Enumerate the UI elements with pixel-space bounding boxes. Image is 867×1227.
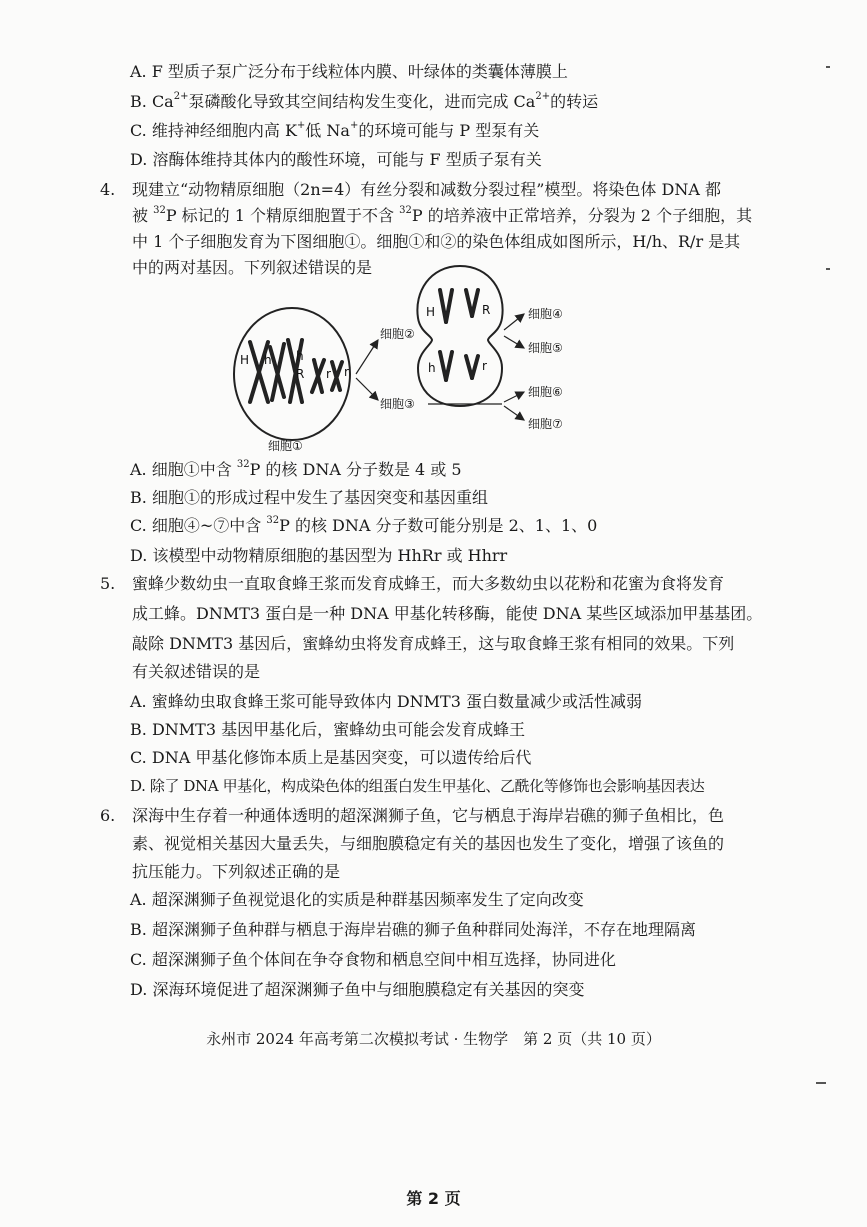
cell2-chromosomes: [440, 290, 478, 380]
q4-stem-line3: 中 1 个子细胞发育为下图细胞①。细胞①和②的染色体组成如图所示，H/h、R/r 是其: [132, 232, 741, 251]
q5-option-a: A. 蜜蜂幼虫取食蜂王浆可能导致体内 DNMT3 蛋白数量减少或活性减弱: [130, 692, 642, 711]
arrow-to-cell7: [504, 406, 524, 420]
q6-option-b: B. 超深渊狮子鱼种群与栖息于海岸岩礁的狮子鱼种群同处海洋，不存在地理隔离: [130, 920, 696, 939]
q3-option-d: D. 溶酶体维持其体内的酸性环境，可能与 F 型质子泵有关: [130, 150, 542, 169]
cell6-label: 细胞⑥: [528, 385, 563, 399]
q6-option-d: D. 深海环境促进了超深渊狮子鱼中与细胞膜稳定有关基因的突变: [130, 980, 585, 999]
q4-stem-line2: 被 $^{32}$P 标记的 1 个精原细胞置于不含 $^{32}$P 的培养液中正常培养，分裂为 2 个子细胞，其: [132, 205, 753, 225]
cell1-outline: [234, 308, 350, 440]
q4-stem-line1: 现建立“动物精原细胞（2n=4）有丝分裂和减数分裂过程”模型。将染色体 DNA 都: [132, 180, 721, 199]
q4-stem-line4: 中的两对基因。下列叙述错误的是: [132, 258, 373, 277]
cell1-gene-h2: h: [296, 349, 304, 363]
cell7-label: 细胞⑦: [528, 417, 563, 431]
q4-number: 4.: [100, 180, 116, 199]
arrow-to-cell4: [504, 314, 524, 330]
cell1-gene-R: R: [296, 367, 305, 381]
cell-division-figure: [232, 252, 592, 457]
cell2-gene-h: h: [428, 361, 436, 375]
arrow-to-cell6: [504, 392, 524, 402]
scan-mark: [816, 1082, 826, 1084]
q5-stem-line2: 成工蜂。DNMT3 蛋白是一种 DNA 甲基化转移酶，能使 DNA 某些区域添加甲基基团。: [132, 604, 763, 623]
q4-option-d: D. 该模型中动物精原细胞的基因型为 HhRr 或 Hhrr: [130, 546, 508, 565]
q6-stem-line3: 抗压能力。下列叙述正确的是: [132, 862, 341, 881]
q6-number: 6.: [100, 806, 116, 825]
q3-option-b: B. $Ca^{2+}$泵磷酸化导致其空间结构发生变化，进而完成 $Ca^{2+}$的转运: [130, 91, 599, 111]
q6-stem-line2: 素、视觉相关基因大量丢失，与细胞膜稳定有关的基因也发生了变化，增强了该鱼的: [132, 834, 725, 853]
q5-option-b: B. DNMT3 基因甲基化后，蜜蜂幼虫可能会发育成蜂王: [130, 720, 526, 739]
cell1-gene-r2: r: [344, 365, 349, 379]
q6-option-a: A. 超深渊狮子鱼视觉退化的实质是种群基因频率发生了定向改变: [130, 890, 584, 909]
page-footer: 永州市 2024 年高考第二次模拟考试 · 生物学 第 2 页（共 10 页）: [206, 1030, 661, 1048]
q6-stem-line1: 深海中生存着一种通体透明的超深渊狮子鱼，它与栖息于海岸岩礁的狮子鱼相比，色: [132, 806, 725, 825]
q5-option-d: D. 除了 DNA 甲基化，构成染色体的组蛋白发生甲基化、乙酰化等修饰也会影响基因表达: [130, 777, 705, 795]
cell2-gene-H: H: [426, 305, 436, 319]
scan-mark: [826, 268, 830, 270]
q3-option-c: C. 维持神经细胞内高 K+低 Na+的环境可能与 P 型泵有关: [130, 120, 540, 140]
q6-option-c: C. 超深渊狮子鱼个体间在争夺食物和栖息空间中相互选择，协同进化: [130, 950, 616, 969]
arrow-to-cell5: [504, 336, 524, 348]
q5-stem-line1: 蜜蜂少数幼虫一直取食蜂王浆而发育成蜂王，而大多数幼虫以花粉和花蜜为食将发育: [132, 574, 725, 593]
arrow-to-cell2: [356, 340, 378, 374]
cell1-gene-h: h: [264, 353, 272, 367]
q5-option-c: C. DNA 甲基化修饰本质上是基因突变，可以遗传给后代: [130, 748, 532, 767]
q5-number: 5.: [100, 574, 116, 593]
cell4-label: 细胞④: [528, 307, 563, 321]
arrow-to-cell3: [356, 378, 378, 400]
cell2-gene-r: r: [482, 359, 487, 373]
q3-option-a: A. F 型质子泵广泛分布于线粒体内膜、叶绿体的类囊体薄膜上: [130, 62, 568, 81]
q5-stem-line3: 敲除 DNMT3 基因后，蜜蜂幼虫将发育成蜂王，这与取食蜂王浆有相同的效果。下列: [132, 634, 735, 653]
cell2-outline: [417, 266, 502, 406]
cell5-label: 细胞⑤: [528, 341, 563, 355]
q4-option-a: A. 细胞①中含 $^{32}$P 的核 DNA 分子数是 4 或 5: [130, 459, 462, 479]
q4-option-c: C. 细胞④~⑦中含 $^{32}$P 的核 DNA 分子数可能分别是 2、1、1、0: [130, 515, 598, 535]
cell3-label: 细胞③: [380, 397, 415, 411]
cell1-gene-r: r: [326, 367, 331, 381]
page-number-label: 第 2 页: [406, 1189, 461, 1208]
scan-mark: [826, 66, 830, 68]
cell1-gene-H: H: [240, 353, 250, 367]
cell1-label: 细胞①: [268, 439, 303, 453]
q4-option-b: B. 细胞①的形成过程中发生了基因突变和基因重组: [130, 488, 488, 507]
cell2-label: 细胞②: [380, 327, 415, 341]
cell2-gene-R: R: [482, 303, 491, 317]
q5-stem-line4: 有关叙述错误的是: [132, 662, 261, 681]
